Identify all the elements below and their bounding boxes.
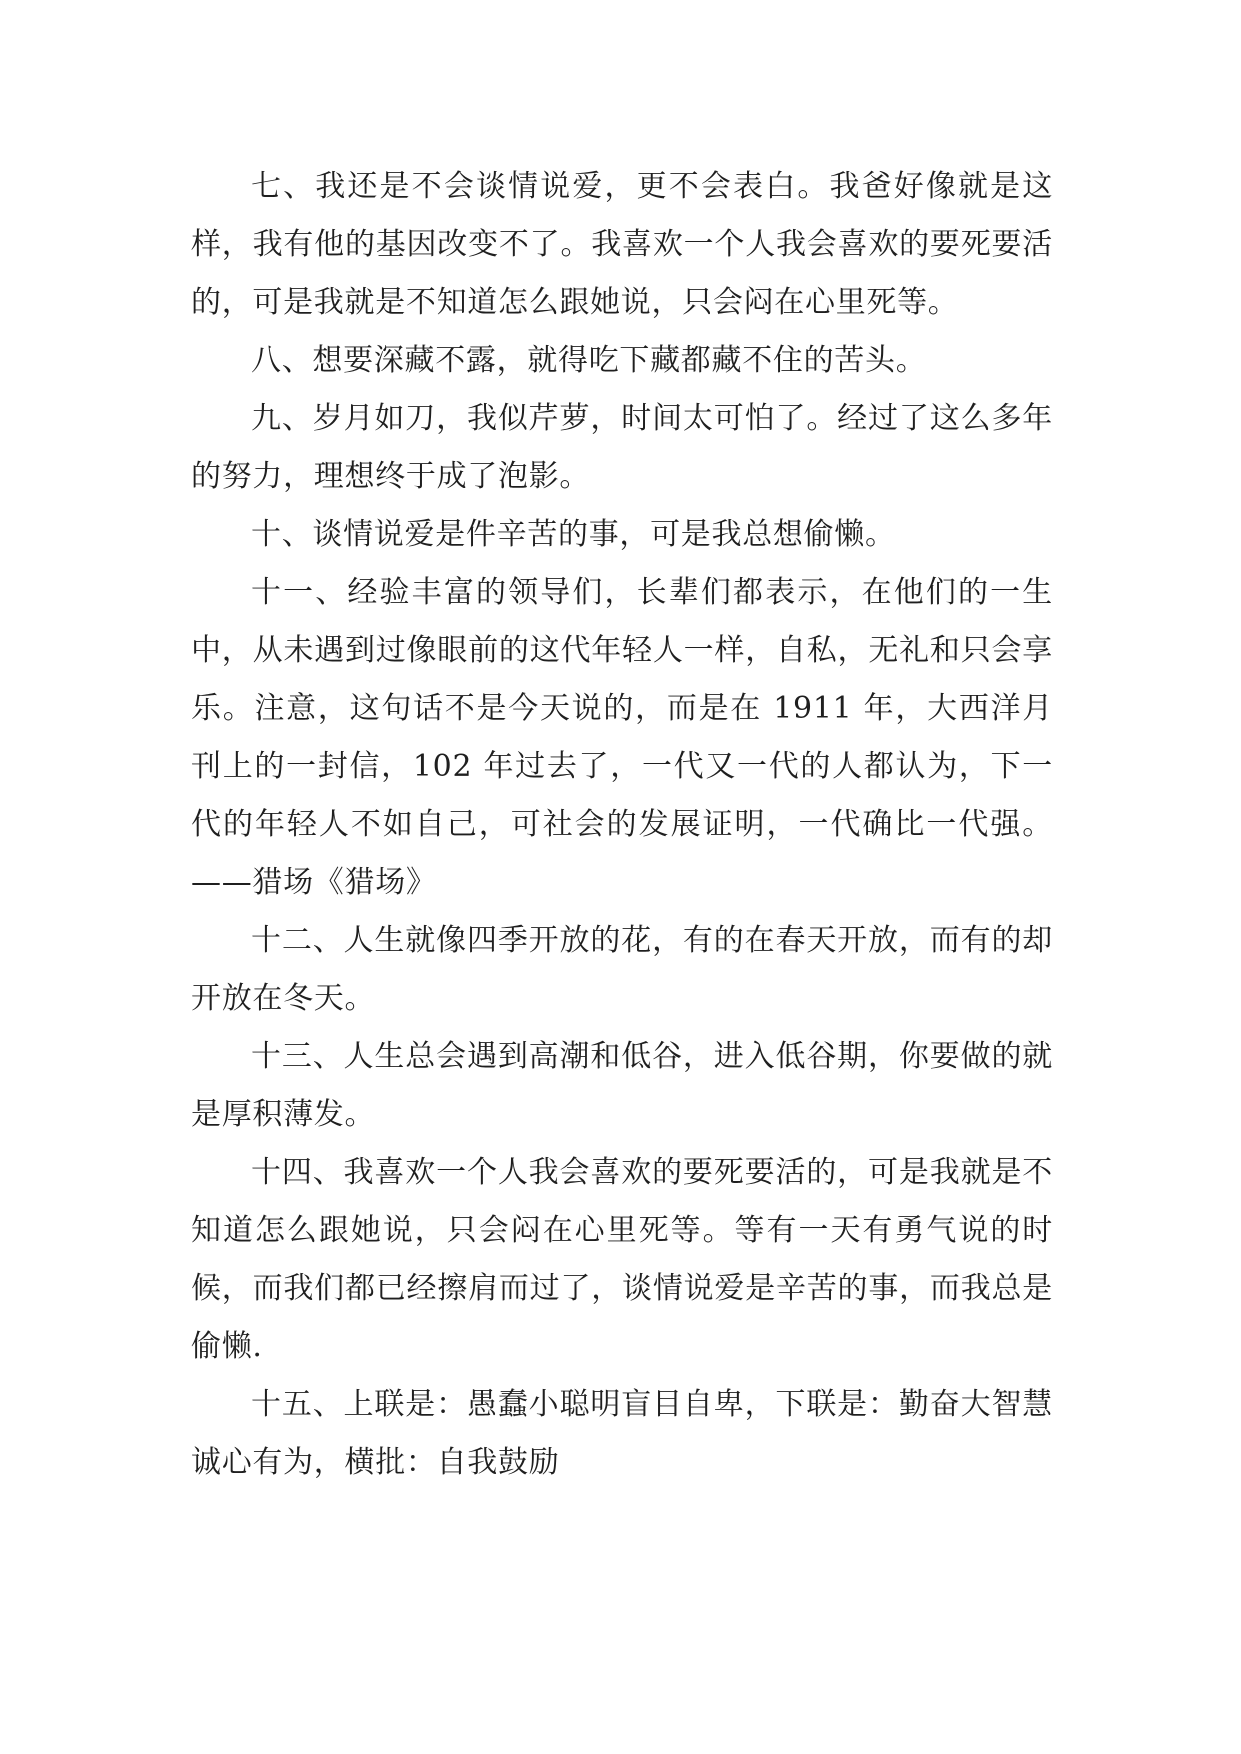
paragraph-9: 九、岁月如刀，我似芹萝，时间太可怕了。经过了这么多年的努力，理想终于成了泡影。 [191, 401, 1053, 494]
paragraph-12: 十二、人生就像四季开放的花，有的在春天开放，而有的却开放在冬天。 [191, 923, 1053, 1016]
paragraph-7: 七、我还是不会谈情说爱，更不会表白。我爸好像就是这样，我有他的基因改变不了。我喜欢一个人我会喜欢的要死要活的，可是我就是不知道怎么跟她说，只会闷在心里死等。 [191, 169, 1053, 320]
paragraph-8: 八、想要深藏不露，就得吃下藏都藏不住的苦头。 [251, 343, 927, 378]
paragraph-15: 十五、上联是：愚蠢小聪明盲目自卑，下联是：勤奋大智慧诚心有为，横批：自我鼓励 [191, 1387, 1053, 1480]
paragraph-13: 十三、人生总会遇到高潮和低谷，进入低谷期，你要做的就是厚积薄发。 [191, 1039, 1053, 1132]
paragraph-14: 十四、我喜欢一个人我会喜欢的要死要活的，可是我就是不知道怎么跟她说，只会闷在心里死等。等有一天有勇气说的时候，而我们都已经擦肩而过了，谈情说爱是辛苦的事，而我总是偷懒. [191, 1155, 1053, 1364]
paragraph-10: 十、谈情说爱是件辛苦的事，可是我总想偷懒。 [251, 517, 896, 552]
document-body [191, 158, 1053, 1492]
paragraph-11: 十一、经验丰富的领导们，长辈们都表示，在他们的一生中，从未遇到过像眼前的这代年轻人一样，自私，无礼和只会享乐。注意，这句话不是今天说的，而是在 1911 年，大西洋月刊上的一封信，102 年过去了，一代又一代的人都认为，下一代的年轻人不如自己，可社会的发展证明，一代确比一代强。——猎场《猎场》 [191, 575, 1053, 900]
